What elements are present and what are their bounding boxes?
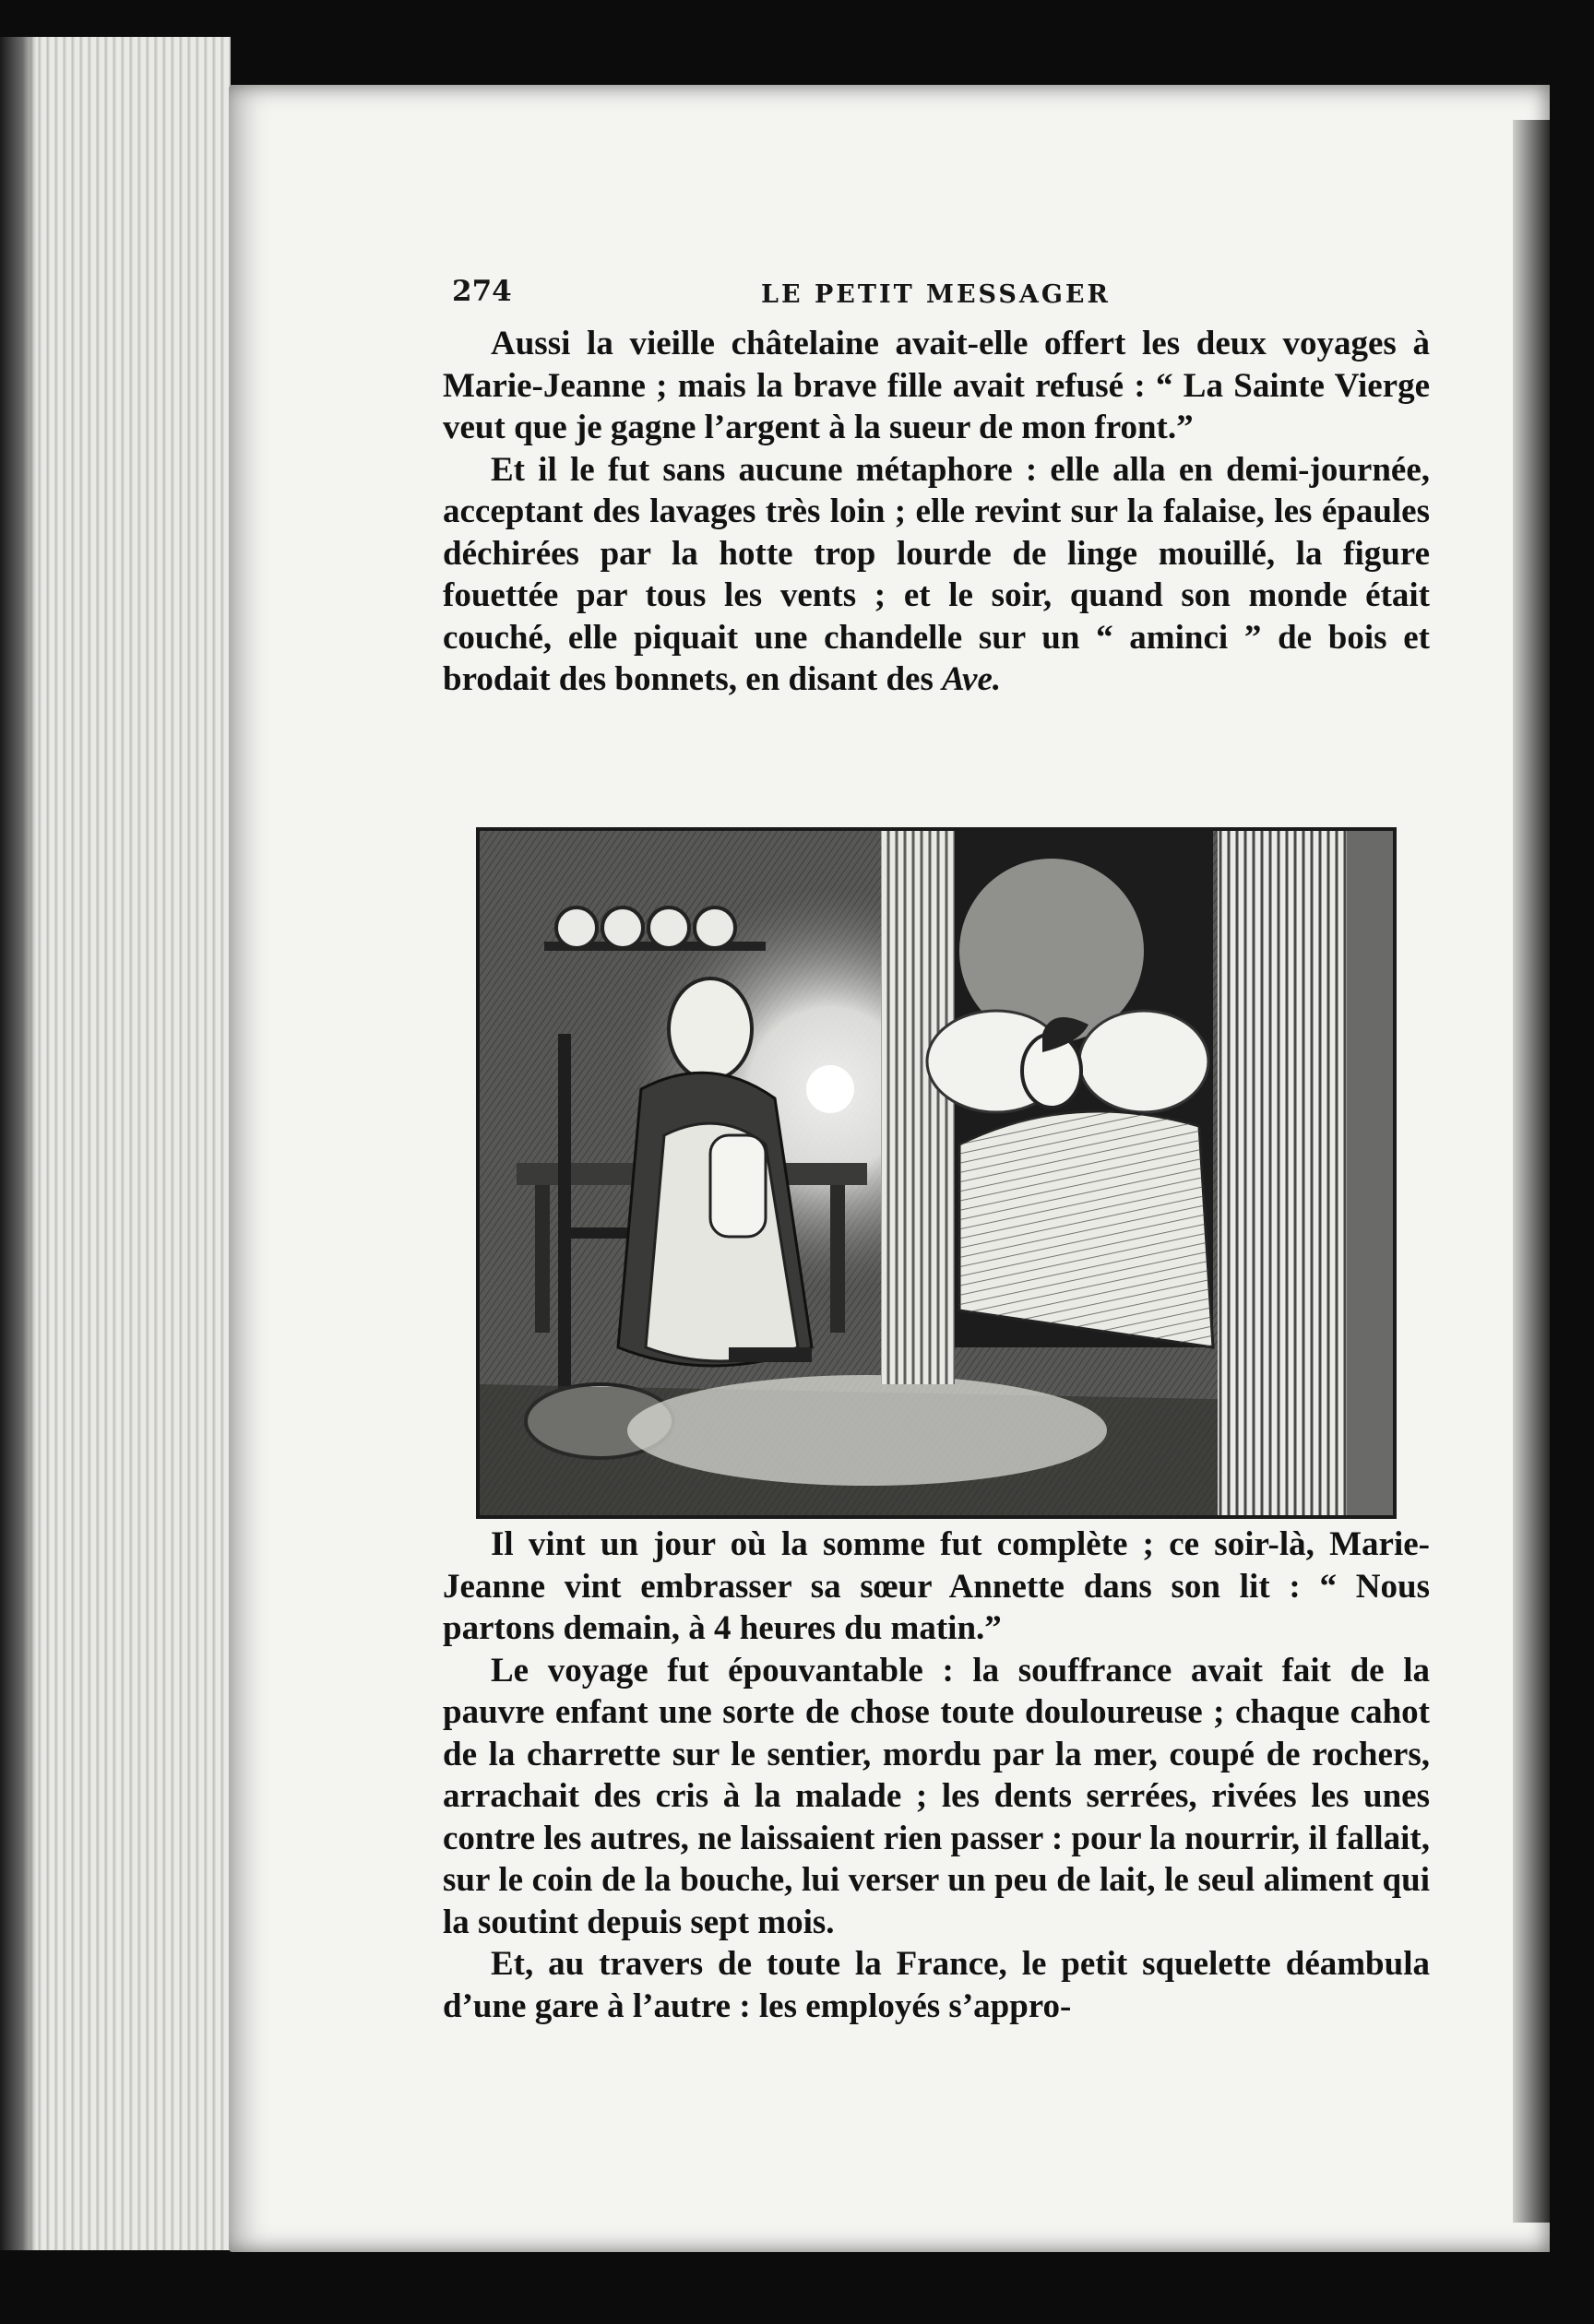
paragraph: Il vint un jour où la somme fut complète ; ce soir-là, Marie-Jeanne vint embrasser sa sœur Annette dans son lit : “ Nous partons demain, à 4 heures du matin.” [443, 1525, 1430, 1647]
paragraph [443, 449, 1430, 701]
binding-shadow [0, 37, 37, 2250]
page-number: 274 [452, 275, 512, 308]
paragraph: Le voyage fut épouvantable : la souffrance avait fait de la pauvre enfant une sorte de chose toute douloureuse ; chaque cahot de la charrette sur le sentier, mordu par la mer, coupé de rochers, arrachait des cris à la malade ; les dents serrées, rivées les unes contre les autres, ne laissaient rien passer : pour la nourrir, il fallait, sur le coin de la bouche, lui verser un peu de lait, le seul aliment qui la soutint depuis sept mois. [443, 1651, 1430, 1941]
illustration [476, 827, 1397, 1519]
paragraph: Aussi la vieille châtelaine avait-elle offert les deux voyages à Marie-Jeanne ; mais la brave fille avait refusé : “ La Sainte Vierge veut que je gagne l’argent à la sueur de mon front.” [443, 325, 1430, 446]
text-block-bottom [443, 1524, 1430, 2027]
running-header [452, 275, 1430, 321]
running-title: LE PETIT MESSAGER [761, 280, 1111, 309]
engraving-woman-sewing-by-candle-girl-in-bed-icon [480, 831, 1393, 1515]
page-right-edge [1513, 120, 1550, 2223]
paragraph: Et, au travers de toute la France, le petit squelette déambula d’une gare à l’autre : les employés s’appro- [443, 1945, 1430, 2025]
text-block-top [443, 323, 1430, 701]
paragraph-text: Et il le fut sans aucune métaphore : elle alla en demi-journée, acceptant des lavages très loin ; elle revint sur la falaise, les épaules déchirées par la hotte trop lourde de linge mouillé, la figure fouettée par tous les vents ; et le soir, quand son monde était couché, elle piquait une chandelle sur un “ aminci ” de bois et brodait des bonnets, en disant des [443, 450, 1430, 698]
italic-word: Ave. [942, 660, 1002, 698]
